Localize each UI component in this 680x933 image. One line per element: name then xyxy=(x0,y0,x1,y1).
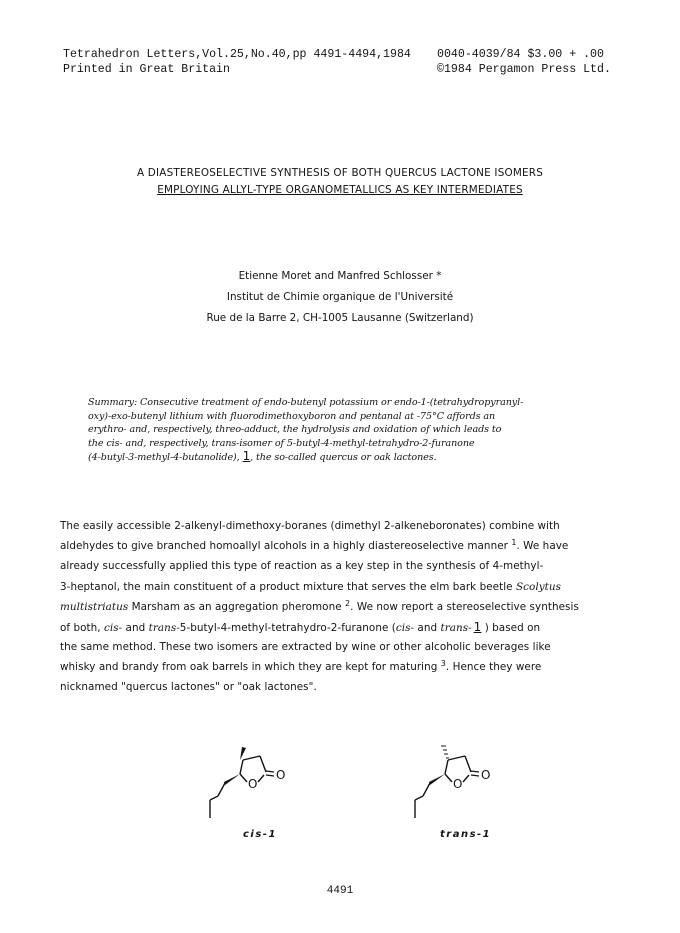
body-text: 3-heptanol, the main constituent of a product mixture that serves the elm bark beetle xyxy=(60,581,516,593)
compound-number: 1 xyxy=(473,620,482,634)
ring-oxygen: O xyxy=(248,777,258,791)
butyl-wedge xyxy=(224,774,240,785)
body-line: already successfully applied this type of reaction as a key step in the synthesis of 4-methyl- xyxy=(60,560,544,572)
body-text: ) based on xyxy=(481,622,541,634)
journal-citation: Tetrahedron Letters,Vol.25,No.40,pp 4491-4494,1984 xyxy=(63,48,411,61)
body-text: Marsham as an aggregation pheromone xyxy=(128,601,346,613)
species-name: Scolytus xyxy=(515,581,561,593)
carbonyl-bond xyxy=(266,775,274,776)
body-text: . Hence they were xyxy=(445,661,542,673)
author-institute: Institut de Chimie organique de l'Université xyxy=(226,291,454,303)
reference-1: 1 xyxy=(511,538,517,547)
body-text: aldehydes to give branched homoallyl alcohols in a highly diastereoselective manner xyxy=(60,540,512,552)
summary-line: erythro- and, respectively, threo-adduct, the hydrolysis and oxidation of which leads to xyxy=(88,424,502,435)
paper-title-line-2: EMPLOYING ALLYL-TYPE ORGANOMETALLICS AS KEY INTERMEDIATES xyxy=(157,184,523,196)
body-text: and xyxy=(414,622,441,634)
ring-bond xyxy=(240,760,243,774)
methyl-hash xyxy=(441,746,449,758)
summary-line: Summary: Consecutive treatment of endo-butenyl potassium or endo-1-(tetrahydropyranyl- xyxy=(88,397,524,408)
carbonyl-oxygen: O xyxy=(276,768,286,782)
page-number: 4491 xyxy=(326,885,354,897)
methyl-wedge xyxy=(240,747,246,760)
italic-prefix: trans- xyxy=(148,622,180,634)
chain-bond xyxy=(415,796,423,800)
summary-line: oxy)-exo-butenyl lithium with fluorodimethoxyboron and pentanal at -75°C affords an xyxy=(88,410,496,422)
body-line: nicknamed "quercus lactones" or "oak lactones". xyxy=(60,681,317,693)
author-names: Etienne Moret and Manfred Schlosser * xyxy=(238,270,442,282)
author-address: Rue de la Barre 2, CH-1005 Lausanne (Switzerland) xyxy=(206,312,474,324)
reference-2: 2 xyxy=(345,599,351,608)
ring-oxygen: O xyxy=(453,777,463,791)
ring-bond xyxy=(445,774,452,782)
body-text: . We now report a stereoselective synthesis xyxy=(350,601,579,613)
ring-bond xyxy=(448,756,465,760)
italic-prefix: trans- xyxy=(440,622,472,634)
body-line xyxy=(60,657,541,677)
ring-bond xyxy=(445,760,448,774)
body-line: The easily accessible 2-alkenyl-dimethoxy-boranes (dimethyl 2-alkeneboronates) combine with xyxy=(60,520,560,532)
paper-title-line-1: A DIASTEREOSELECTIVE SYNTHESIS OF BOTH QUERCUS LACTONE ISOMERS xyxy=(136,167,544,179)
body-line: the same method. These two isomers are extracted by wine or other alcoholic beverages like xyxy=(60,641,551,653)
ring-bond xyxy=(463,775,469,782)
ring-bond xyxy=(465,756,471,772)
cis-label: cis-1 xyxy=(243,829,277,840)
copyright: ©1984 Pergamon Press Ltd. xyxy=(437,63,611,76)
issn-price: 0040-4039/84 $3.00 + .00 xyxy=(437,48,604,61)
body-text: . We have xyxy=(516,540,569,552)
ring-bond xyxy=(260,756,266,772)
body-text: and xyxy=(122,622,149,634)
summary-text: (4-butyl-3-methyl-4-butanolide), xyxy=(88,452,243,463)
body-text: of both, xyxy=(60,622,104,634)
body-line xyxy=(60,617,540,638)
butyl-wedge xyxy=(429,774,445,785)
body-text: whisky and brandy from oak barrels in which they are kept for maturing xyxy=(60,661,441,673)
summary-abstract xyxy=(88,396,628,465)
ring-bond xyxy=(258,775,264,782)
body-text: 5-butyl-4-methyl-tetrahydro-2-furanone ( xyxy=(179,622,396,634)
printed-in: Printed in Great Britain xyxy=(63,63,230,76)
body-line xyxy=(60,597,579,617)
carbonyl-oxygen: O xyxy=(481,768,491,782)
trans-label: trans-1 xyxy=(440,829,492,840)
carbonyl-bond xyxy=(471,775,479,776)
summary-line xyxy=(88,450,628,465)
cis-lactone-structure xyxy=(200,738,320,828)
body-line xyxy=(60,577,561,597)
chain-bond xyxy=(423,783,430,796)
chain-bond xyxy=(210,796,218,800)
body-line xyxy=(60,536,568,556)
italic-prefix: cis- xyxy=(395,622,415,634)
carbonyl-bond xyxy=(471,771,479,772)
carbonyl-bond xyxy=(266,771,274,772)
summary-line: the cis- and, respectively, trans-isomer of 5-butyl-4-methyl-tetrahydro-2-furanone xyxy=(88,437,475,449)
ring-bond xyxy=(240,774,247,782)
summary-text: , the so-called quercus or oak lactones. xyxy=(250,452,437,463)
trans-lactone-structure xyxy=(405,738,525,828)
compound-number: 1 xyxy=(242,449,251,463)
chain-bond xyxy=(218,783,225,796)
ring-bond xyxy=(243,756,260,760)
species-name: multistriatus xyxy=(60,601,129,613)
italic-prefix: cis- xyxy=(104,622,123,634)
reference-3: 3 xyxy=(440,659,446,668)
